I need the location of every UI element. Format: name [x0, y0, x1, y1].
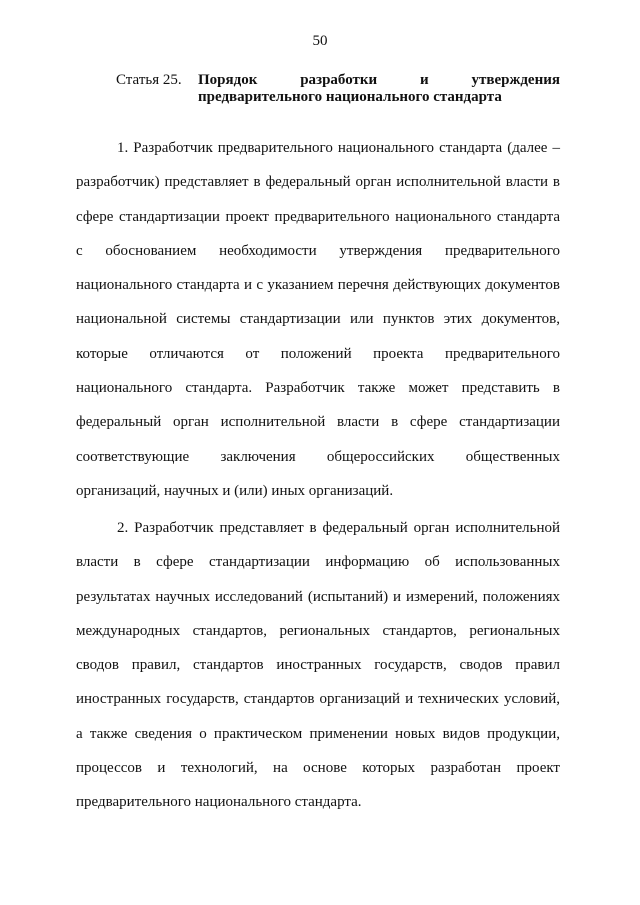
article-title-line-1: Порядок разработки и утверждения [198, 72, 560, 88]
article-title-line-2: предварительного национального стандарта [198, 89, 502, 105]
page-number: 50 [312, 33, 328, 49]
paragraph-2: 2. Разработчик представляет в федеральный орган исполнительной власти в сфере стандартизации информацию об использованных результатах научных исследований (испытаний) и измерений, положениях международных стандартов, региональных стандартов, региональных сводов правил, стандартов иностранных государств, сводов правил иностранных государств, стандартов организаций и технических условий, а также сведения о практическом применении новых видов продукции, процессов и технологий, на основе которых разработан проект предварительного национального стандарта. [76, 520, 560, 811]
article-label: Статья 25. [116, 72, 182, 88]
paragraph-1: 1. Разработчик предварительного национального стандарта (далее – разработчик) представляет в федеральный орган исполнительной власти в сфере стандартизации проект предварительного национального стандарта с обоснованием необходимости утверждения предварительного национального стандарта и с указанием перечня действующих документов национальной системы стандартизации или пунктов этих документов, которые отличаются от положений проекта предварительного национального стандарта. Разработчик также может представить в федеральный орган исполнительной власти в сфере стандартизации соответствующие заключения общероссийских общественных организаций, научных и (или) иных организаций. [76, 140, 560, 499]
article-title [198, 72, 560, 106]
article-heading [116, 72, 560, 106]
